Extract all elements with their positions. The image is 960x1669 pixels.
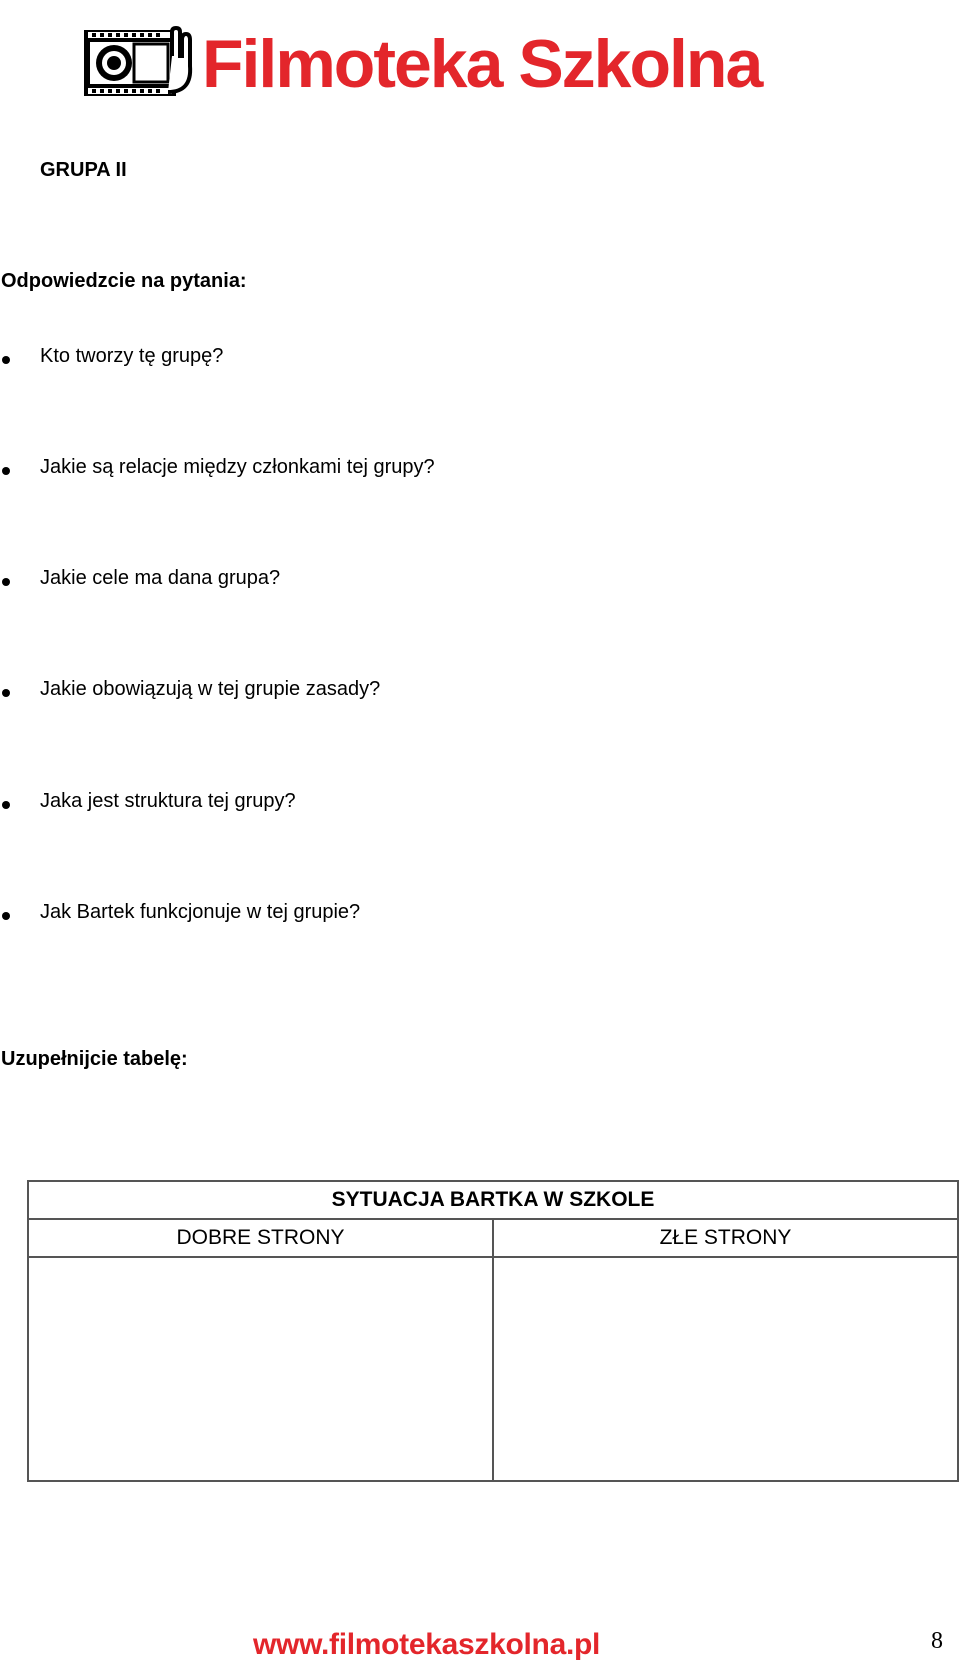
bullet-icon xyxy=(2,801,10,809)
film-reel-hand-icon xyxy=(82,26,202,102)
list-item: Jakie obowiązują w tej grupie zasady? xyxy=(40,678,381,700)
column-header-good: DOBRE STRONY xyxy=(176,1226,345,1249)
bad-sides-cell[interactable] xyxy=(494,1258,957,1480)
list-item: Jakie są relacje między członkami tej grupy? xyxy=(40,456,435,478)
logo-text: Filmoteka Szkolna xyxy=(202,26,762,102)
list-item: Kto tworzy tę grupę? xyxy=(40,345,224,367)
bullet-icon xyxy=(2,356,10,364)
list-item: Jak Bartek funkcjonuje w tej grupie? xyxy=(40,901,361,923)
table-title-row xyxy=(29,1182,957,1220)
footer-url-link[interactable]: www.filmotekaszkolna.pl xyxy=(253,1628,601,1661)
table-heading: Uzupełnijcie tabelę: xyxy=(1,1048,188,1070)
table-title: SYTUACJA BARTKA W SZKOLE xyxy=(331,1188,655,1211)
bullet-icon xyxy=(2,578,10,586)
column-header-bad: ZŁE STRONY xyxy=(659,1226,792,1249)
list-item: Jaka jest struktura tej grupy? xyxy=(40,790,296,812)
good-sides-cell[interactable] xyxy=(29,1258,492,1480)
list-item: Jakie cele ma dana grupa? xyxy=(40,567,281,589)
bullet-icon xyxy=(2,467,10,475)
page-number: 8 xyxy=(931,1628,943,1654)
school-situation-table xyxy=(27,1180,959,1482)
section-title: GRUPA II xyxy=(40,159,127,181)
filmoteka-logo xyxy=(82,26,822,106)
questions-heading: Odpowiedzcie na pytania: xyxy=(1,270,247,292)
bullet-icon xyxy=(2,912,10,920)
bullet-icon xyxy=(2,689,10,697)
